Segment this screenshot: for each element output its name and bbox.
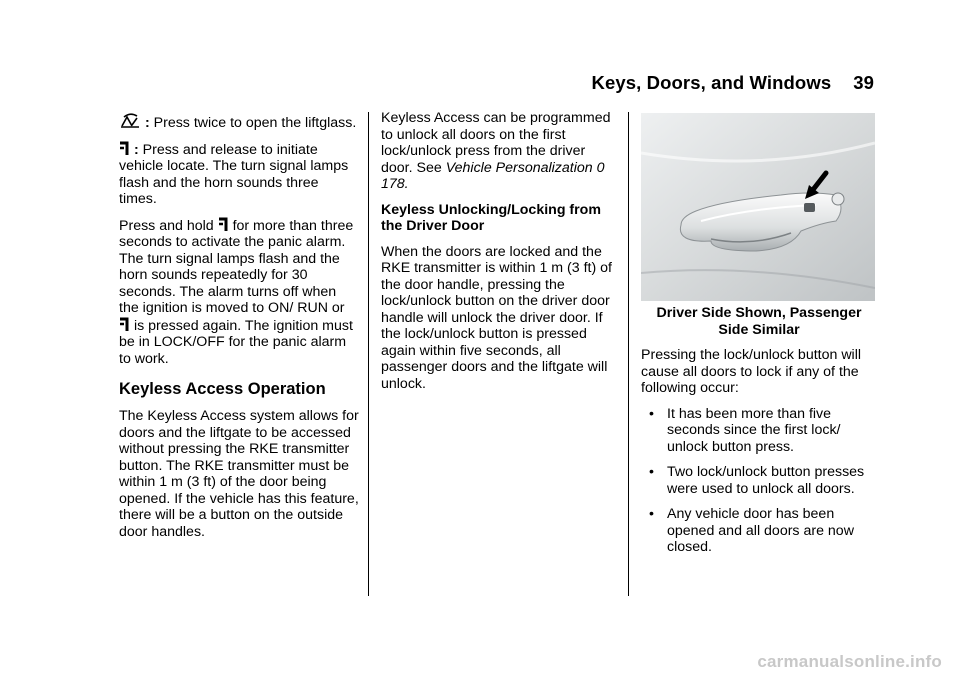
page-number: 39 [853, 72, 874, 93]
panic-text-2: for more than three seconds to activate the panic alarm. The turn signal lamps flash and the horn sounds repeatedly for 30 seconds. The alarm turns off when the ignition is moved to ON/ RUN or [119, 217, 354, 316]
photo-caption: Driver Side Shown, Passenger Side Similar [656, 305, 862, 338]
panic-paragraph [119, 217, 359, 368]
vehicle-locate-icon [119, 141, 130, 156]
page-header [592, 72, 874, 94]
program-text: Keyless Access can be programmed to unlock all doors on the first lock/unlock press from the driver door. See [381, 110, 611, 176]
liftglass-colon: : [144, 115, 150, 131]
driver-door-subheading: Keyless Unlocking/Locking from the Driver Door [381, 201, 601, 234]
column-3 [641, 305, 877, 565]
panic-text-3: is pressed again. The ignition must be in LOCK/OFF for the panic alarm to work. [119, 317, 353, 367]
section-title: Keys, Doors, and Windows [591, 72, 832, 93]
bullet-dot: • [649, 405, 654, 422]
panic-icon [218, 217, 229, 232]
locate-text: Press and release to initiate vehicle locate. The turn signal lamps flash and the horn sounds three times. [119, 141, 349, 207]
liftglass-icon [119, 113, 141, 129]
column-1 [119, 113, 359, 549]
bullet-dot: • [649, 506, 654, 522]
list-item [641, 406, 877, 456]
page-reference: 0 178. [381, 159, 605, 192]
column-divider-right [628, 112, 629, 596]
list-item-text: Two lock/unlock button presses were used to unlock all doors. [667, 464, 865, 497]
locate-colon: : [133, 141, 139, 158]
list-item-text: Any vehicle door has been opened and all doors are now closed. [667, 506, 854, 555]
keyless-access-paragraph: The Keyless Access system allows for doors and the liftgate to be accessed without pressing the RKE transmitter button. The RKE transmitter must be within 1 m (3 ft) of the door being opened. If the vehicle has this feature, there will be a button on the outside door handles. [119, 408, 359, 540]
keyless-access-heading: Keyless Access Operation [119, 380, 326, 398]
program-paragraph [381, 110, 617, 193]
intro-paragraph: Pressing the lock/unlock button will cause all doors to lock if any of the following occur: [641, 347, 862, 396]
bullet-dot: • [649, 464, 654, 480]
list-item-text: It has been more than five seconds since the first lock/ unlock button press. [667, 405, 841, 455]
door-handle-illustration [641, 113, 875, 301]
driver-door-paragraph: When the doors are locked and the RKE transmitter is within 1 m (3 ft) of the door handle, pressing the lock/unlock button on the driver door handle will unlock the driver door. If the lock/unlock button is pressed again within five seconds, all passenger doors and the liftgate will unlock. [381, 243, 612, 392]
locate-paragraph [119, 141, 359, 208]
liftglass-paragraph [119, 113, 359, 132]
list-item [641, 464, 877, 497]
watermark: carmanualsonline.info [757, 652, 942, 671]
list-item [641, 506, 877, 556]
liftglass-text: Press twice to open the liftglass. [153, 115, 357, 131]
vehicle-personalization-link[interactable]: Vehicle Personalization [445, 159, 593, 176]
panic-text-1: Press and hold [119, 217, 214, 234]
door-handle-photo [641, 113, 875, 301]
column-2 [381, 110, 617, 401]
panic-icon [119, 317, 130, 332]
column-divider-left [368, 112, 369, 596]
